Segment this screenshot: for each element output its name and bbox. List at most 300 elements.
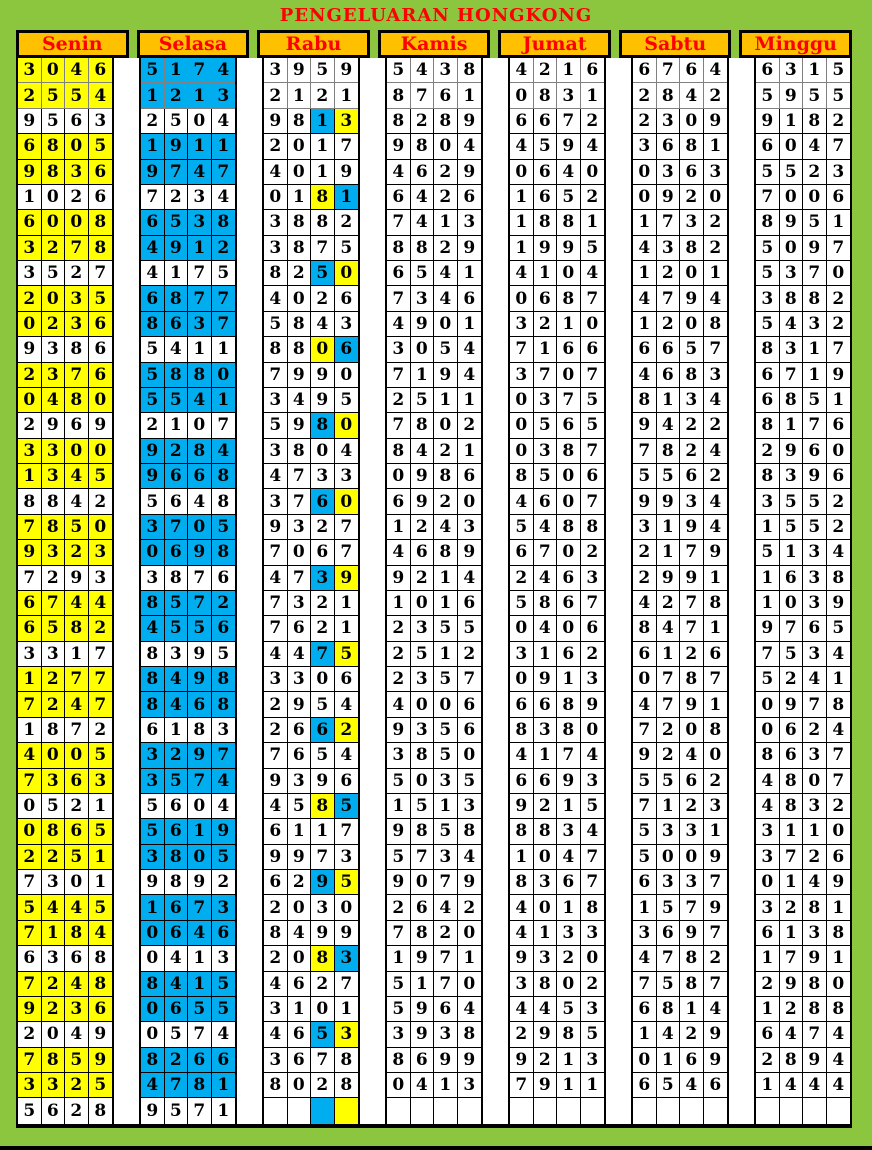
digit-cell: 9 [827,591,851,616]
result-row [510,210,604,235]
digit-cell: 7 [188,1022,212,1047]
digit-cell: 2 [657,718,681,743]
digit-cell: 1 [780,921,804,946]
digit-cell: 8 [534,972,558,997]
result-row [141,388,235,413]
digit-cell: 4 [65,692,89,717]
results-grid [16,58,852,1128]
result-row [387,946,481,971]
results-table [16,30,852,1128]
digit-cell: 3 [18,439,42,464]
digit-cell: 1 [581,83,605,108]
result-row [387,997,481,1022]
digit-cell: 2 [803,845,827,870]
result-row [756,692,850,717]
digit-cell: 9 [188,870,212,895]
digit-cell: 3 [42,363,66,388]
digit-cell: 6 [89,160,113,185]
digit-cell: 8 [335,1048,359,1073]
result-row [510,997,604,1022]
digit-cell: 8 [557,439,581,464]
digit-cell: 2 [680,642,704,667]
digit-cell: 5 [581,794,605,819]
digit-cell: 8 [212,667,236,692]
digit-cell: 2 [803,718,827,743]
digit-cell: 8 [704,591,728,616]
digit-cell: 7 [657,946,681,971]
result-row [387,489,481,514]
digit-cell: 8 [141,642,165,667]
digit-cell: 8 [458,819,482,844]
digit-cell: 8 [141,692,165,717]
digit-cell: 1 [434,794,458,819]
digit-cell: 8 [704,718,728,743]
result-row [141,261,235,286]
digit-cell: 4 [434,895,458,920]
result-row [387,337,481,362]
digit-cell: 8 [557,286,581,311]
digit-cell: 7 [704,667,728,692]
result-row [633,540,727,565]
result-row [18,946,112,971]
digit-cell: 9 [557,236,581,261]
digit-cell: 4 [65,972,89,997]
result-row [141,185,235,210]
digit-cell: 2 [680,185,704,210]
digit-cell: 6 [680,769,704,794]
digit-cell: 4 [827,1022,851,1047]
digit-cell: 8 [42,718,66,743]
result-row [756,616,850,641]
digit-cell: 8 [756,743,780,768]
digit-cell: 9 [704,540,728,565]
digit-cell: 4 [657,616,681,641]
digit-cell: 3 [89,540,113,565]
result-row [141,337,235,362]
result-row [264,895,358,920]
digit-cell: 5 [633,464,657,489]
digit-cell: 1 [557,895,581,920]
result-row [510,1098,604,1123]
digit-cell: 9 [780,83,804,108]
digit-cell: 6 [89,363,113,388]
result-row [141,236,235,261]
digit-cell: 5 [434,616,458,641]
digit-cell: 9 [756,109,780,134]
digit-cell: 2 [581,540,605,565]
digit-cell: 2 [434,921,458,946]
digit-cell: 7 [335,515,359,540]
result-row [510,337,604,362]
digit-cell: 5 [141,363,165,388]
result-row [510,83,604,108]
digit-cell: 6 [557,591,581,616]
digit-cell: 8 [458,58,482,83]
digit-cell: 9 [581,692,605,717]
digit-cell: 9 [89,1048,113,1073]
digit-cell: 7 [188,591,212,616]
result-row [633,464,727,489]
digit-cell: 2 [458,642,482,667]
day-header-sabtu: Sabtu [619,30,732,58]
digit-cell: 7 [188,286,212,311]
digit-cell: 2 [18,83,42,108]
digit-cell: 8 [411,819,435,844]
digit-cell: 5 [657,1073,681,1098]
digit-cell: 4 [704,997,728,1022]
digit-cell: 8 [264,337,288,362]
digit-cell: 1 [827,388,851,413]
digit-cell: 2 [65,540,89,565]
digit-cell: 1 [633,1022,657,1047]
digit-cell: 6 [188,1048,212,1073]
digit-cell: 9 [534,236,558,261]
result-row [18,769,112,794]
digit-cell: 5 [212,642,236,667]
day-header-kamis: Kamis [378,30,491,58]
digit-cell: 0 [42,286,66,311]
digit-cell: 0 [288,895,312,920]
result-row [387,210,481,235]
digit-cell: 0 [434,692,458,717]
digit-cell: 8 [311,413,335,438]
digit-cell: 8 [657,83,681,108]
digit-cell: 4 [581,134,605,159]
digit-cell: 7 [89,642,113,667]
digit-cell: 7 [264,743,288,768]
digit-cell: 1 [780,819,804,844]
digit-cell: 7 [803,1022,827,1047]
result-row [633,870,727,895]
result-row [387,566,481,591]
digit-cell: 2 [42,845,66,870]
digit-cell: 1 [188,946,212,971]
digit-cell: 9 [458,109,482,134]
digit-cell: 1 [89,870,113,895]
digit-cell: 7 [680,591,704,616]
result-row [756,58,850,83]
digit-cell: 5 [165,388,189,413]
digit-cell: 4 [411,210,435,235]
digit-cell: 8 [434,540,458,565]
digit-cell: 6 [534,286,558,311]
digit-cell: 6 [458,286,482,311]
digit-cell: 8 [264,921,288,946]
digit-cell: 2 [657,591,681,616]
digit-cell: 2 [680,413,704,438]
digit-cell: 4 [534,616,558,641]
digit-cell: 5 [141,489,165,514]
digit-cell: 3 [803,566,827,591]
digit-cell: 1 [165,261,189,286]
digit-cell: 9 [335,566,359,591]
digit-cell: 4 [288,921,312,946]
result-row [18,743,112,768]
result-row [18,616,112,641]
digit-cell: 3 [387,1022,411,1047]
digit-cell: 2 [18,845,42,870]
bottom-border [0,1146,872,1150]
digit-cell: 5 [264,413,288,438]
digit-cell: 7 [680,540,704,565]
result-row [18,845,112,870]
digit-cell: 0 [18,819,42,844]
digit-cell: 6 [311,540,335,565]
digit-cell: 8 [141,312,165,337]
digit-cell: 1 [510,845,534,870]
digit-cell: 2 [534,1048,558,1073]
digit-cell: 1 [756,1073,780,1098]
digit-cell: 3 [288,769,312,794]
digit-cell: 4 [387,312,411,337]
digit-cell: 5 [581,1022,605,1047]
result-row [18,1073,112,1098]
digit-cell: 6 [141,718,165,743]
digit-cell: 8 [42,515,66,540]
result-row [387,642,481,667]
digit-cell [311,1098,335,1123]
digit-cell: 0 [89,515,113,540]
digit-cell: 5 [581,413,605,438]
digit-cell: 0 [141,540,165,565]
result-row [18,794,112,819]
digit-cell: 4 [212,1022,236,1047]
digit-cell: 6 [534,160,558,185]
digit-cell: 5 [188,997,212,1022]
digit-cell: 4 [141,1073,165,1098]
result-row [633,972,727,997]
digit-cell: 9 [141,439,165,464]
digit-cell: 8 [657,997,681,1022]
digit-cell: 1 [165,718,189,743]
digit-cell: 6 [212,616,236,641]
digit-cell: 2 [18,1022,42,1047]
digit-cell: 5 [141,58,165,83]
digit-cell: 9 [18,337,42,362]
digit-cell: 6 [165,819,189,844]
digit-cell: 9 [288,692,312,717]
digit-cell: 8 [411,236,435,261]
digit-cell: 4 [780,1022,804,1047]
result-row [264,921,358,946]
digit-cell: 0 [434,312,458,337]
digit-cell: 8 [288,210,312,235]
digit-cell: 2 [42,667,66,692]
digit-cell: 9 [264,769,288,794]
result-row [756,566,850,591]
digit-cell: 0 [42,1022,66,1047]
digit-cell: 8 [42,160,66,185]
digit-cell: 7 [534,540,558,565]
result-row [18,591,112,616]
digit-cell: 1 [510,185,534,210]
digit-cell: 0 [581,312,605,337]
digit-cell: 2 [827,794,851,819]
digit-cell: 3 [657,870,681,895]
digit-cell: 3 [18,1073,42,1098]
digit-cell: 7 [387,363,411,388]
result-row [633,845,727,870]
digit-cell: 2 [141,109,165,134]
digit-cell: 5 [165,210,189,235]
result-row [510,363,604,388]
digit-cell: 5 [65,845,89,870]
digit-cell: 6 [557,566,581,591]
result-row [141,109,235,134]
result-row [264,185,358,210]
digit-cell: 4 [65,58,89,83]
digit-cell: 3 [89,566,113,591]
digit-cell: 6 [458,185,482,210]
digit-cell: 5 [411,642,435,667]
digit-cell: 1 [534,337,558,362]
digit-cell: 6 [335,337,359,362]
digit-cell: 0 [411,870,435,895]
result-row [756,743,850,768]
digit-cell: 2 [42,312,66,337]
digit-cell: 4 [704,489,728,514]
digit-cell: 9 [387,134,411,159]
digit-cell: 3 [188,185,212,210]
result-row [18,667,112,692]
result-row [756,83,850,108]
digit-cell: 3 [264,1048,288,1073]
digit-cell: 4 [803,1073,827,1098]
digit-cell: 8 [756,413,780,438]
digit-cell: 8 [534,819,558,844]
digit-cell: 5 [780,160,804,185]
digit-cell: 7 [288,464,312,489]
digit-cell: 3 [680,489,704,514]
digit-cell: 7 [534,363,558,388]
digit-cell: 7 [89,261,113,286]
digit-cell: 6 [165,312,189,337]
digit-cell: 6 [387,261,411,286]
digit-cell: 4 [387,692,411,717]
digit-cell: 0 [335,895,359,920]
digit-cell: 6 [633,870,657,895]
digit-cell: 1 [756,946,780,971]
digit-cell: 1 [803,819,827,844]
digit-cell: 5 [311,1022,335,1047]
digit-cell: 3 [657,819,681,844]
digit-cell: 7 [411,845,435,870]
digit-cell: 6 [633,337,657,362]
digit-cell: 9 [756,616,780,641]
digit-cell: 2 [165,439,189,464]
digit-cell: 6 [534,109,558,134]
digit-cell: 1 [704,616,728,641]
digit-cell: 5 [335,388,359,413]
digit-cell: 5 [141,337,165,362]
digit-cell: 0 [288,286,312,311]
digit-cell: 5 [89,286,113,311]
digit-cell: 6 [657,134,681,159]
digit-cell: 0 [311,997,335,1022]
digit-cell: 8 [756,210,780,235]
digit-cell: 7 [387,413,411,438]
digit-cell: 5 [311,692,335,717]
digit-cell: 9 [18,540,42,565]
digit-cell: 3 [335,946,359,971]
digit-cell: 9 [311,769,335,794]
digit-cell: 6 [18,134,42,159]
digit-cell: 1 [188,972,212,997]
digit-cell: 0 [434,413,458,438]
result-row [141,845,235,870]
digit-cell: 8 [18,489,42,514]
digit-cell: 8 [557,692,581,717]
digit-cell: 7 [581,845,605,870]
digit-cell: 4 [458,566,482,591]
result-row [633,439,727,464]
digit-cell: 4 [633,363,657,388]
digit-cell: 9 [458,160,482,185]
digit-cell: 6 [434,997,458,1022]
digit-cell: 1 [212,134,236,159]
digit-cell: 5 [434,743,458,768]
result-row [633,489,727,514]
digit-cell: 3 [141,743,165,768]
digit-cell: 0 [827,439,851,464]
digit-cell: 9 [780,210,804,235]
digit-cell [657,1098,681,1123]
digit-cell: 3 [803,921,827,946]
digit-cell: 2 [387,667,411,692]
digit-cell: 6 [212,566,236,591]
result-row [18,819,112,844]
digit-cell: 6 [89,312,113,337]
digit-cell: 2 [387,388,411,413]
result-row [18,1048,112,1073]
digit-cell: 5 [18,895,42,920]
digit-cell: 3 [18,642,42,667]
digit-cell: 2 [633,109,657,134]
digit-cell: 3 [458,515,482,540]
digit-cell: 3 [141,845,165,870]
digit-cell: 0 [411,769,435,794]
digit-cell: 5 [434,667,458,692]
digit-cell: 1 [557,1048,581,1073]
digit-cell: 9 [780,692,804,717]
result-row [387,261,481,286]
digit-cell: 9 [387,870,411,895]
digit-cell: 7 [581,363,605,388]
digit-cell: 7 [335,540,359,565]
digit-cell: 3 [18,261,42,286]
result-row [633,515,727,540]
digit-cell: 4 [657,413,681,438]
digit-cell: 5 [212,261,236,286]
digit-cell: 3 [756,489,780,514]
result-row [633,921,727,946]
digit-cell: 4 [458,997,482,1022]
digit-cell: 4 [557,160,581,185]
digit-cell: 8 [165,845,189,870]
digit-cell: 5 [827,58,851,83]
result-row [756,236,850,261]
digit-cell: 9 [803,946,827,971]
result-row [387,895,481,920]
result-row [18,642,112,667]
digit-cell: 7 [212,413,236,438]
digit-cell: 8 [264,1073,288,1098]
digit-cell: 8 [411,134,435,159]
digit-cell: 4 [387,160,411,185]
digit-cell: 7 [633,794,657,819]
digit-cell: 6 [633,58,657,83]
digit-cell: 2 [756,972,780,997]
